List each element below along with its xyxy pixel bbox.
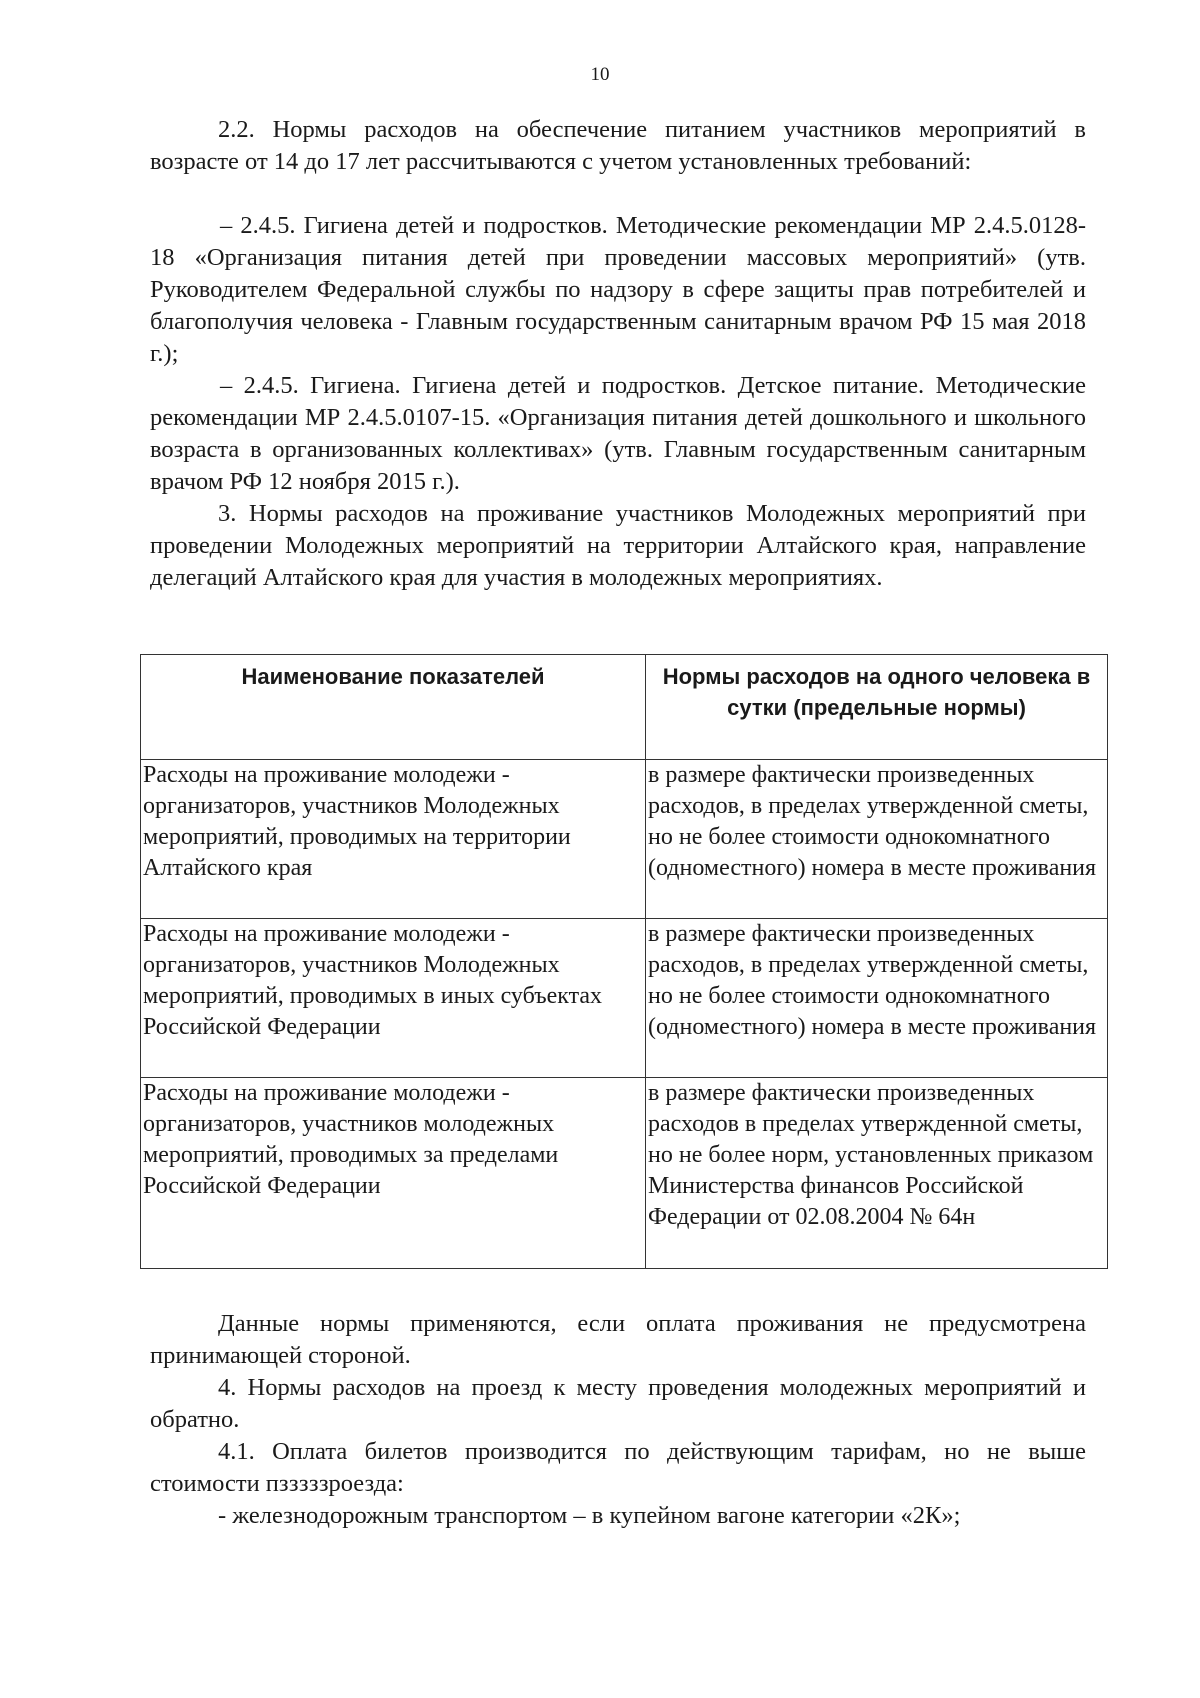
table-cell-name: Расходы на проживание молодежи - организаторов, участников Молодежных мероприятий, проводимых на территории Алтайского края [141, 760, 646, 919]
table-header-norms: Нормы расходов на одного человека в сутки (предельные нормы) [646, 655, 1108, 760]
paragraph-4: 4. Нормы расходов на проезд к месту проведения молодежных мероприятий и обратно. [150, 1374, 1086, 1433]
page-number: 10 [590, 64, 610, 85]
table-cell-name: Расходы на проживание молодежи - организаторов, участников молодежных мероприятий, проводимых за пределами Российской Федерации [141, 1078, 646, 1269]
paragraph-guideline-2018: – 2.4.5. Гигиена детей и подростков. Методические рекомендации МР 2.4.5.0128-18 «Организация питания детей при проведении массовых мероприятий» (утв. Руководителем Федеральной службы по надзору в сфере защиты прав потребителей и благополучия человека - Главным государственным санитарным врачом РФ 15 мая 2018 г.); [150, 212, 1086, 367]
table-row [141, 919, 1108, 1078]
table-header-indicators: Наименование показателей [141, 655, 646, 760]
table-cell-norm: в размере фактически произведенных расходов, в пределах утвержденной сметы, но не более стоимости однокомнатного (одноместного) номера в месте проживания [646, 919, 1108, 1078]
table-row [141, 760, 1108, 919]
paragraph-4-1: 4.1. Оплата билетов производится по действующим тарифам, но не выше стоимости пзззззроезда: [150, 1438, 1086, 1497]
table-cell-name: Расходы на проживание молодежи - организаторов, участников Молодежных мероприятий, проводимых в иных субъектах Российской Федерации [141, 919, 646, 1078]
table-cell-norm: в размере фактически произведенных расходов в пределах утвержденной сметы, но не более норм, установленных приказом Министерства финансов Российской Федерации от 02.08.2004 № 64н [646, 1078, 1108, 1269]
paragraph-norms-apply: Данные нормы применяются, если оплата проживания не предусмотрена принимающей стороной. [150, 1310, 1086, 1369]
paragraph-railway: - железнодорожным транспортом – в купейном вагоне категории «2К»; [218, 1502, 961, 1529]
table-row [141, 1078, 1108, 1269]
accommodation-norms-table [140, 654, 1108, 1269]
paragraph-guideline-2015: – 2.4.5. Гигиена. Гигиена детей и подростков. Детское питание. Методические рекомендации МР 2.4.5.0107-15. «Организация питания детей дошкольного и школьного возраста в организованных коллективах» (утв. Главным государственным санитарным врачом РФ 12 ноября 2015 г.). [150, 372, 1086, 495]
paragraph-3: 3. Нормы расходов на проживание участников Молодежных мероприятий при проведении Молодежных мероприятий на территории Алтайского края, направление делегаций Алтайского края для участия в молодежных мероприятиях. [150, 500, 1086, 591]
table-cell-norm: в размере фактически произведенных расходов, в пределах утвержденной сметы, но не более стоимости однокомнатного (одноместного) номера в месте проживания [646, 760, 1108, 919]
paragraph-2-2: 2.2. Нормы расходов на обеспечение питанием участников мероприятий в возрасте от 14 до 17 лет рассчитываются с учетом установленных требований: [150, 116, 1086, 175]
